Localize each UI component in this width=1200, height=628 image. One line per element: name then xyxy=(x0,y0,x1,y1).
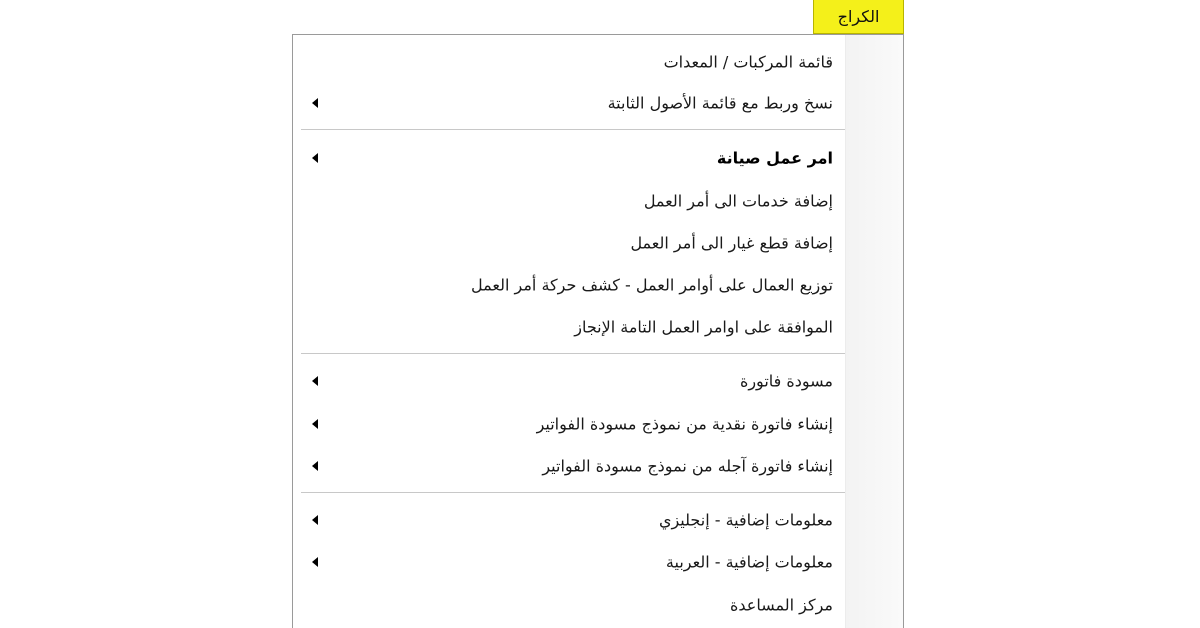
menu-item-label: توزيع العمال على أوامر العمل - كشف حركة أمر العمل xyxy=(471,275,833,295)
menu-divider xyxy=(301,492,845,493)
submenu-arrow-icon xyxy=(312,376,318,386)
menu-item-label: نسخ وربط مع قائمة الأصول الثابتة xyxy=(607,93,833,113)
menu-item-label: معلومات إضافية - إنجليزي xyxy=(658,510,833,530)
menu-item-label: إنشاء فاتورة نقدية من نموذج مسودة الفواتير xyxy=(536,414,833,434)
menu-item-additional-info-english[interactable] xyxy=(293,500,846,540)
menu-item-approve-completed-work-orders[interactable] xyxy=(293,307,846,347)
menu-item-label: إضافة قطع غيار الى أمر العمل xyxy=(630,233,833,253)
submenu-arrow-icon xyxy=(312,557,318,567)
submenu-arrow-icon xyxy=(312,515,318,525)
menu-item-label: إضافة خدمات الى أمر العمل xyxy=(643,191,833,211)
menu-item-label: إنشاء فاتورة آجله من نموذج مسودة الفواتير xyxy=(542,456,833,476)
menu-item-add-spare-parts-to-work-order[interactable] xyxy=(293,223,846,263)
menu-item-label: قائمة المركبات / المعدات xyxy=(663,52,833,72)
menu-item-vehicles-equipment-list[interactable] xyxy=(293,42,846,82)
menu-divider xyxy=(301,129,845,130)
garage-menu-tab-label: الكراج xyxy=(837,7,880,26)
garage-dropdown-menu xyxy=(292,34,904,628)
menu-item-additional-info-arabic[interactable] xyxy=(293,542,846,582)
menu-item-label: مركز المساعدة xyxy=(730,595,833,615)
menu-item-add-services-to-work-order[interactable] xyxy=(293,181,846,221)
menu-item-label: معلومات إضافية - العربية xyxy=(665,552,833,572)
menu-item-label: الموافقة على اوامر العمل التامة الإنجاز xyxy=(574,317,833,337)
menu-item-label: امر عمل صيانة xyxy=(716,148,833,168)
submenu-arrow-icon xyxy=(312,153,318,163)
garage-menu-tab[interactable] xyxy=(813,0,904,34)
submenu-arrow-icon xyxy=(312,461,318,471)
menu-item-draft-invoice[interactable] xyxy=(293,361,846,401)
menu-item-create-cash-invoice[interactable] xyxy=(293,404,846,444)
menu-item-distribute-workers[interactable] xyxy=(293,265,846,305)
menu-item-copy-link-fixed-assets[interactable] xyxy=(293,83,846,123)
menu-icon-strip xyxy=(845,35,903,628)
submenu-arrow-icon xyxy=(312,419,318,429)
menu-item-help-center[interactable] xyxy=(293,585,846,625)
menu-item-create-credit-invoice[interactable] xyxy=(293,446,846,486)
submenu-arrow-icon xyxy=(312,98,318,108)
menu-item-maintenance-work-order[interactable] xyxy=(293,138,846,178)
menu-divider xyxy=(301,353,845,354)
menu-item-label: مسودة فاتورة xyxy=(739,371,833,391)
